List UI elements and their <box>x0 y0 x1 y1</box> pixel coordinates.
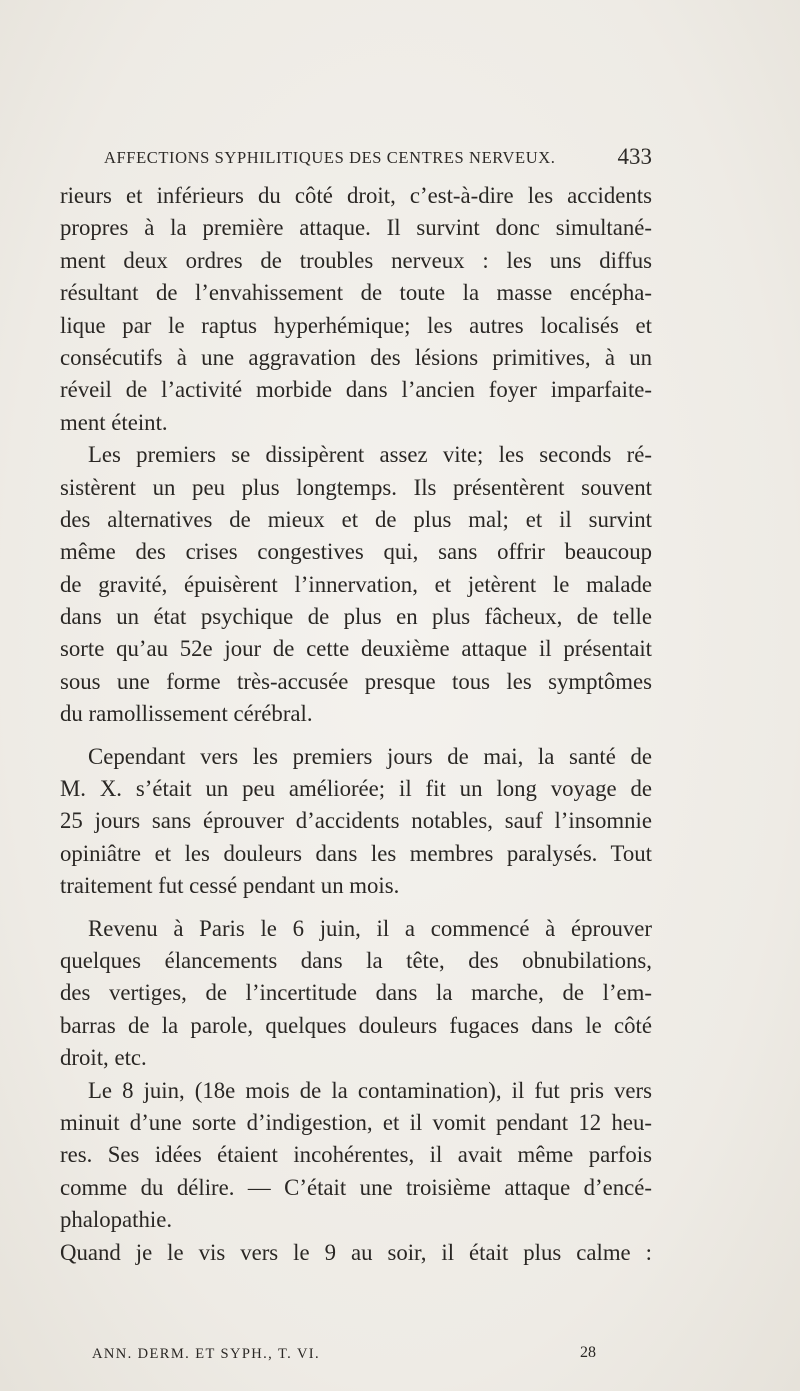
sheet-number: 28 <box>580 1344 596 1361</box>
text-line: rieurs et inférieurs du côté droit, c’est-à-dire les accidents <box>60 183 652 208</box>
text-line: comme du délire. — C’était une troisième attaque d’encé- <box>60 1174 652 1200</box>
paragraph-gap <box>60 903 652 913</box>
text-line: traitement fut cessé pendant un mois. <box>60 873 400 899</box>
text-line: res. Ses idées étaient incohérentes, il avait même parfois <box>60 1142 652 1168</box>
text-line: sous une forme très-accusée presque tous les symptômes <box>60 668 652 694</box>
text-line: des alternatives de mieux et de plus mal; et il survint <box>60 506 652 532</box>
text-line: résultant de l’envahissement de toute la masse encépha- <box>60 280 652 306</box>
text-line: phalopathie. <box>60 1207 173 1233</box>
text-line: 25 jours sans éprouver d’accidents notables, sauf l’insomnie <box>60 808 652 834</box>
text-line: consécutifs à une aggravation des lésions primitives, à un <box>60 344 652 370</box>
paragraph-gap <box>60 731 652 741</box>
text-line: droit, etc. <box>60 1045 147 1071</box>
text-line: réveil de l’activité morbide dans l’ancien foyer imparfaite- <box>60 377 652 403</box>
text-line: Quand je le vis vers le 9 au soir, il était plus calme : <box>60 1239 652 1265</box>
text-line: ment éteint. <box>60 409 168 435</box>
printer-signature: ANN. DERM. ET SYPH., T. VI. <box>92 1346 321 1362</box>
text-line: des vertiges, de l’incertitude dans la marche, de l’em- <box>60 980 652 1006</box>
text-line: minuit d’une sorte d’indigestion, et il vomit pendant 12 heu- <box>60 1109 652 1135</box>
page-header <box>104 144 652 174</box>
text-line: propres à la première attaque. Il survint donc simultané- <box>60 215 652 241</box>
text-line: opiniâtre et les douleurs dans les membres paralysés. Tout <box>60 840 652 866</box>
page-number: 433 <box>617 144 652 169</box>
text-line: lique par le raptus hyperhémique; les autres localisés et <box>60 312 652 338</box>
text-line: de gravité, épuisèrent l’innervation, et jetèrent le malade <box>60 571 652 597</box>
text-line: du ramollissement cérébral. <box>60 701 313 727</box>
text-line: même des crises congestives qui, sans offrir beaucoup <box>60 539 652 565</box>
text-line: dans un état psychique de plus en plus fâcheux, de telle <box>60 604 652 630</box>
text-line: sistèrent un peu plus longtemps. Ils présentèrent souvent <box>60 474 652 500</box>
running-head: AFFECTIONS SYPHILITIQUES DES CENTRES NERVEUX. <box>104 148 556 167</box>
text-line: barras de la parole, quelques douleurs fugaces dans le côté <box>60 1012 652 1038</box>
page-footer <box>60 1346 652 1370</box>
text-line: Les premiers se dissipèrent assez vite; les seconds ré- <box>88 442 652 468</box>
text-line: Revenu à Paris le 6 juin, il a commencé à éprouver <box>88 915 652 941</box>
body-text <box>60 180 652 1269</box>
text-line: Cependant vers les premiers jours de mai, la santé de <box>88 743 652 769</box>
text-line: quelques élancements dans la tête, des obnubilations, <box>60 947 652 973</box>
text-line: ment deux ordres de troubles nerveux : les uns diffus <box>60 247 652 273</box>
text-line: Le 8 juin, (18e mois de la contamination), il fut pris vers <box>88 1077 652 1103</box>
text-line: sorte qu’au 52e jour de cette deuxième attaque il présentait <box>60 636 652 662</box>
text-line: M. X. s’était un peu améliorée; il fit un long voyage de <box>60 776 652 802</box>
